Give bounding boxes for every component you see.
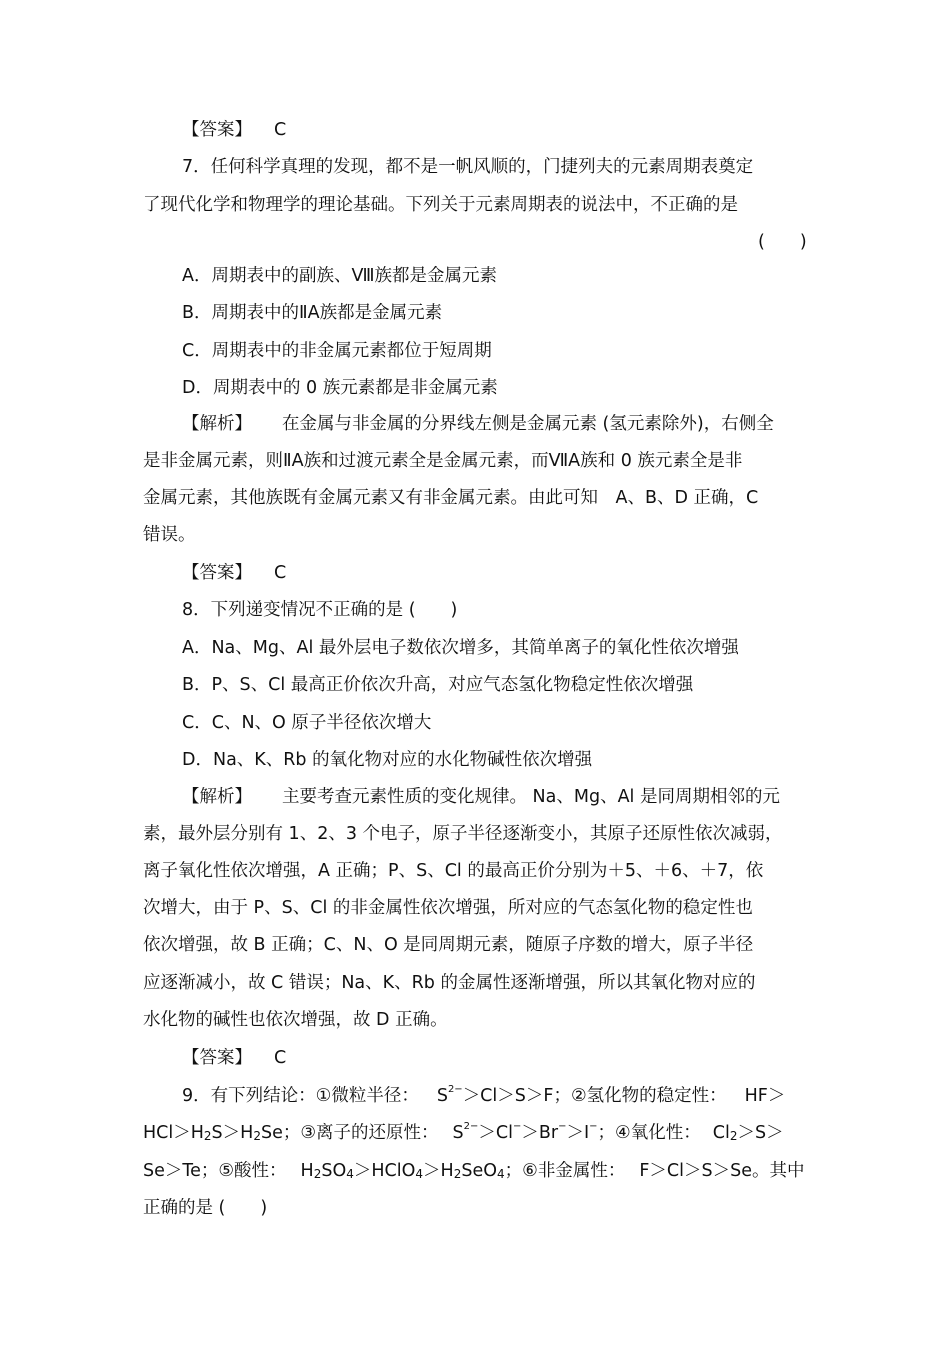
answer-value: C [274,1048,287,1068]
q8-analysis-line6: 应逐渐减小，故 C 错误；Na、K、Rb 的金属性逐渐增强，所以其氧化物对应的 [143,973,756,993]
q9-text: ＞S＞ [737,1123,784,1143]
q9-text: S [436,1086,448,1106]
answer-label: 【答案】 [182,120,252,140]
answer-label: 【答案】 [182,1048,252,1068]
q7-analysis-line4: 错误。 [143,525,196,545]
q9-subscript: 2 [253,1129,261,1143]
q7-analysis-line2: 是非金属元素，则ⅡA族和过渡元素全是金属元素，而ⅦA族和 0 族元素全是非 [143,451,743,471]
q9-text: Se＞Te；⑤酸性： [143,1161,287,1181]
analysis-label: 【解析】 [182,787,252,807]
q9-subscript: 4 [497,1167,505,1181]
q9-text: Se；③离子的还原性： [260,1123,439,1143]
answer-line-q6 [182,118,286,142]
q9-text: ＞I [566,1123,590,1143]
q9-text: ＞HClO [353,1161,416,1181]
q8-option-d: D．Na、K、Rb 的氧化物对应的水化物碱性依次增强 [182,750,593,770]
q8-stem: 8．下列递变情况不正确的是 ( ) [182,600,458,620]
q8-analysis-line4: 次增大，由于 P、S、Cl 的非金属性依次增强，所对应的气态氢化物的稳定性也 [143,898,753,918]
q7-analysis-line3: 金属元素，其他族既有金属元素又有非金属元素。由此可知 A、B、D 正确，C [143,488,759,508]
answer-value: C [274,120,287,140]
q9-text: HF＞ [744,1086,786,1106]
q7-option-b: B．周期表中的ⅡA族都是金属元素 [182,303,443,323]
q7-option-a: A．周期表中的副族、Ⅷ族都是金属元素 [182,266,498,286]
q9-superscript: 2− [463,1121,479,1132]
q9-text: HCl＞H [143,1123,204,1143]
q8-analysis-line5: 依次增强，故 B 正确；C、N、O 是同周期元素，随原子序数的增大，原子半径 [143,935,754,955]
q9-text: S＞H [211,1123,254,1143]
q9-stem-line2 [143,1121,784,1145]
q9-text: ＞Cl [478,1123,513,1143]
answer-value: C [274,563,287,583]
q9-subscript: 2 [729,1129,738,1143]
q9-subscript: 2 [203,1129,212,1143]
q7-stem-line2: 了现代化学和物理学的理论基础。下列关于元素周期表的说法中，不正确的是 [143,195,738,215]
analysis-text: 主要考查元素性质的变化规律。 Na、Mg、Al 是同周期相邻的元 [282,787,780,807]
q9-subscript: 2 [453,1167,462,1181]
analysis-label: 【解析】 [182,414,252,434]
q9-subscript: 4 [415,1167,424,1181]
q9-text: SeO [461,1161,498,1181]
q7-option-c: C．周期表中的非金属元素都位于短周期 [182,341,492,361]
answer-label: 【答案】 [182,563,252,583]
q9-superscript: − [558,1121,567,1132]
q9-text: ＞Br [521,1123,559,1143]
q9-subscript: 2 [313,1167,322,1181]
q9-text: S [452,1123,464,1143]
q8-analysis-line3: 离子氧化性依次增强，A 正确；P、S、Cl 的最高正价分别为＋5、＋6、＋7，依 [143,861,764,881]
q8-option-a: A．Na、Mg、Al 最外层电子数依次增多，其简单离子的氧化性依次增强 [182,638,739,658]
q9-stem-line3 [143,1159,805,1183]
q8-analysis-line1 [182,785,780,809]
q9-superscript: − [513,1121,522,1132]
q9-text: ＞Cl＞S＞F；②氢化物的稳定性： [462,1086,727,1106]
q9-text: ；⑥非金属性： [504,1161,626,1181]
q9-text: 9．有下列结论：①微粒半径： [182,1086,419,1106]
q7-analysis-line1 [182,412,774,436]
q9-stem-line4: 正确的是 ( ) [143,1198,268,1218]
q9-subscript: 4 [346,1167,354,1181]
analysis-text: 在金属与非金属的分界线左侧是金属元素 (氢元素除外)，右侧全 [282,414,774,434]
q9-text: Cl [712,1123,730,1143]
answer-line-q7 [182,561,286,585]
q9-stem-line1 [182,1084,785,1108]
q8-option-b: B．P、S、Cl 最高正价依次升高，对应气态氢化物稳定性依次增强 [182,675,694,695]
q8-option-c: C．C、N、O 原子半径依次增大 [182,713,432,733]
q7-answer-blank: ( ) [758,232,807,252]
q8-analysis-line2: 素，最外层分别有 1、2、3 个电子，原子半径逐渐变小，其原子还原性依次减弱， [143,824,783,844]
q9-text: ＞H [423,1161,454,1181]
q9-superscript: − [589,1121,598,1132]
q8-analysis-line7: 水化物的碱性也依次增强，故 D 正确。 [143,1010,448,1030]
answer-line-q8 [182,1046,286,1070]
q7-option-d: D．周期表中的 0 族元素都是非金属元素 [182,378,498,398]
q9-text: F＞Cl＞S＞Se。其中 [639,1161,805,1181]
q9-superscript: 2− [447,1084,463,1095]
q7-stem-line1: 7．任何科学真理的发现，都不是一帆风顺的，门捷列夫的元素周期表奠定 [182,157,754,177]
q9-text: SO [321,1161,347,1181]
q9-text: ；④氧化性： [597,1123,701,1143]
q9-text: H [300,1161,314,1181]
